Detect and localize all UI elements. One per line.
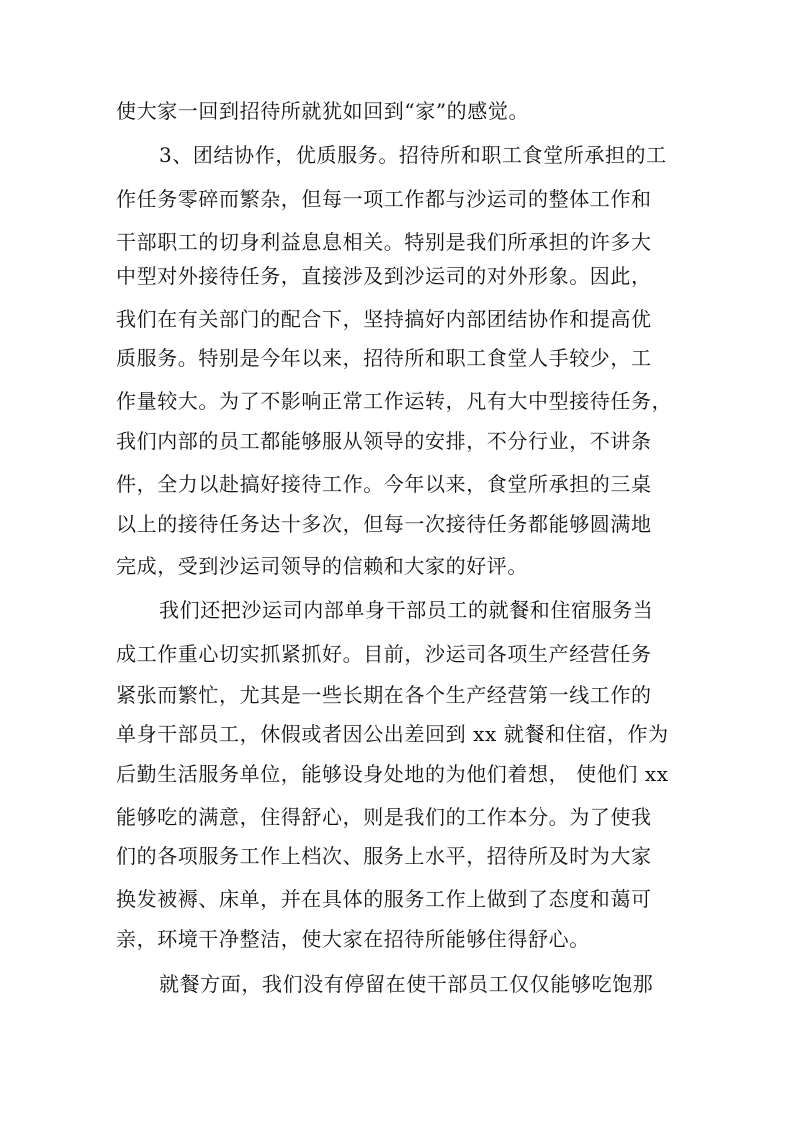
text-line: 单身干部员工，休假或者因公出差回到 xx 就餐和住宿，作为 [116, 722, 669, 746]
text-line: 紧张而繁忙，尤其是一些长期在各个生产经营第一线工作的 [116, 683, 652, 707]
text-line: 换发被褥、床单，并在具体的服务工作上做到了态度和蔼可 [116, 887, 652, 911]
text-line: 件，全力以赴搞好接待工作。今年以来，食堂所承担的三桌 [116, 472, 652, 496]
text-line: 3、团结协作，优质服务。招待所和职工食堂所承担的工 [159, 143, 667, 167]
text-line: 作任务零碎而繁杂，但每一项工作都与沙运司的整体工作和 [116, 187, 652, 211]
text-line: 我们内部的员工都能够服从领导的安排，不分行业，不讲条 [116, 429, 652, 453]
text-line: 后勤生活服务单位，能够设身处地的为他们着想， 使他们 xx [116, 762, 669, 786]
text-line: 干部职工的切身利益息息相关。特别是我们所承担的许多大 [116, 230, 652, 254]
text-line: 作量较大。为了不影响正常工作运转，凡有大中型接待任务， [116, 389, 673, 413]
text-line: 以上的接待任务达十多次，但每一次接待任务都能够圆满地 [116, 512, 652, 536]
text-line: 就餐方面，我们没有停留在使干部员工仅仅能够吃饱那 [159, 972, 654, 996]
text-line: 完成，受到沙运司领导的信赖和大家的好评。 [116, 554, 528, 578]
text-line: 亲，环境干净整洁，使大家在招待所能够住得舒心。 [116, 927, 590, 951]
text-line: 成工作重心切实抓紧抓好。目前，沙运司各项生产经营任务 [116, 642, 652, 666]
text-line: 使大家一回到招待所就犹如回到“家”的感觉。 [116, 99, 530, 123]
text-line: 我们在有关部门的配合下，坚持搞好内部团结协作和提高优 [116, 307, 652, 331]
text-line: 我们还把沙运司内部单身干部员工的就餐和住宿服务当 [159, 598, 654, 622]
text-line: 能够吃的满意，住得舒心，则是我们的工作本分。为了使我 [116, 805, 652, 829]
text-line: 中型对外接待任务，直接涉及到沙运司的对外形象。因此， [116, 264, 652, 288]
text-line: 们的各项服务工作上档次、服务上水平，招待所及时为大家 [116, 844, 652, 868]
text-line: 质服务。特别是今年以来，招待所和职工食堂人手较少，工 [116, 346, 652, 370]
